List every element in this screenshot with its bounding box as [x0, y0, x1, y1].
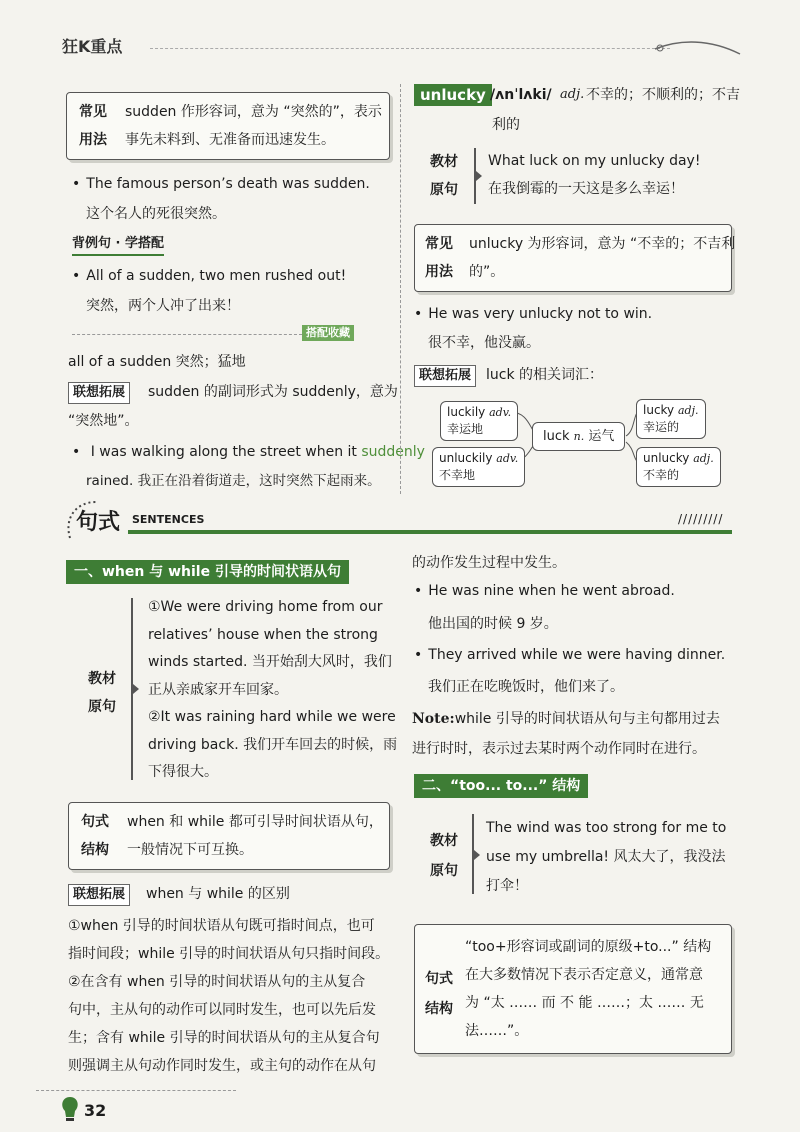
source-line: The wind was too strong for me to — [486, 820, 727, 836]
paragraph-line: 则强调主从句动作同时发生，或主句的动作在从句 — [68, 1058, 376, 1074]
collect-divider — [72, 334, 302, 335]
example-sentence: • He was nine when he went abroad. — [414, 580, 675, 602]
usage-text-2: 的”。 — [469, 264, 505, 280]
structure-label-2: 结构 — [81, 842, 109, 858]
structure-text-1: when 和 while 都可引导时间状语从句， — [127, 814, 383, 830]
usage-box-unlucky — [414, 224, 736, 292]
source-label: 教材 — [430, 154, 458, 170]
subsection-heading: 一、when 与 while 引导的时间状语从句 — [66, 560, 349, 584]
structure-label-2: 结构 — [425, 1001, 453, 1017]
source-text — [148, 594, 397, 787]
structure-line: 法……”。 — [465, 1023, 529, 1039]
highlight-word: suddenly — [361, 444, 425, 460]
mindmap-node-luckily — [440, 401, 518, 441]
structure-text-2: 一般情况下可互换。 — [127, 842, 253, 858]
extend-tag: 联想拓展 — [68, 382, 130, 404]
paragraph-line: ②在含有 when 引导的时间状语从句的主从复合 — [68, 974, 366, 990]
source-line: 打伞！ — [486, 878, 528, 894]
header-logo: 狂K重点 — [62, 37, 123, 56]
mindmap-node-center — [532, 422, 625, 451]
node-word: luckily — [447, 405, 486, 419]
node-cn: 幸运的 — [643, 420, 680, 434]
note-text: while 引导的时间状语从句与主句都用过去 — [454, 711, 720, 727]
source-sentence: What luck on my unlucky day! — [488, 153, 701, 169]
source-line: driving back. 我们开车回去的时候，雨 — [148, 736, 398, 753]
node-cn: 幸运地 — [447, 422, 484, 436]
section-rule — [128, 530, 732, 534]
source-label: 教材 — [88, 671, 116, 687]
usage-label-2: 用法 — [79, 132, 107, 148]
example-translation: 他出国的时候 9 岁。 — [428, 616, 558, 632]
example-sentence: • He was very unlucky not to win. — [414, 303, 652, 325]
word-meaning: 不幸的；不顺利的；不吉 — [586, 87, 740, 103]
subsection-heading: 二、“too... to...” 结构 — [414, 774, 588, 798]
usage-box-sudden — [66, 92, 390, 160]
paragraph-line: 指时间段；while 引导的时间状语从句只指时间段。 — [68, 946, 390, 962]
header-swirl-icon — [650, 34, 745, 64]
example-translation: 突然，两个人冲了出来！ — [86, 298, 240, 314]
extend-text: “突然地”。 — [68, 413, 139, 429]
extend-text: luck 的相关词汇： — [486, 367, 604, 383]
lightbulb-icon — [58, 1094, 82, 1124]
note-line — [412, 708, 720, 730]
example-sentence: • The famous person’s death was sudden. — [72, 173, 370, 195]
node-word: unlucky — [643, 451, 690, 465]
extend-tag: 联想拓展 — [68, 884, 130, 906]
extend-text: sudden 的副词形式为 suddenly，意为 — [148, 384, 398, 400]
source-line: ①We were driving home from our — [148, 599, 383, 615]
source-label: 原句 — [430, 863, 458, 879]
node-pos: adv. — [496, 452, 519, 465]
usage-label-1: 常见 — [425, 236, 453, 252]
usage-text-1: sudden 作形容词，意为 “突然的”，表示 — [125, 104, 382, 120]
structure-box — [414, 924, 732, 1054]
paragraph-line: 句中，主从句的动作可以同时发生，也可以先后发 — [68, 1002, 376, 1018]
source-arrow-icon — [476, 171, 482, 181]
node-pos: adj. — [693, 452, 714, 465]
collect-tag: 搭配收藏 — [302, 325, 354, 341]
source-line: ②It was raining hard while we were — [148, 709, 396, 725]
source-line: relatives’ house when the strong — [148, 626, 378, 643]
node-word: unluckily — [439, 451, 493, 465]
word-headword: unlucky — [414, 84, 492, 106]
note-line: 进行时时，表示过去某时两个动作同时在进行。 — [412, 741, 706, 757]
section-title: 句式 — [76, 510, 121, 535]
structure-label-1: 句式 — [425, 971, 453, 987]
source-line: winds started. 当开始刮大风时，我们 — [148, 654, 392, 670]
source-translation: 在我倒霉的一天这是多么幸运！ — [488, 181, 684, 197]
node-pos: n. — [573, 430, 585, 443]
node-word: luck — [543, 429, 570, 444]
structure-line: “too+形容词或副词的原级+to...” 结构 — [465, 939, 712, 955]
source-label: 原句 — [430, 182, 458, 198]
node-cn: 不幸地 — [439, 468, 476, 482]
source-line: use my umbrella! 风太大了，我没法 — [486, 849, 726, 865]
mindmap-node-unluckily — [432, 447, 525, 487]
source-text — [486, 814, 726, 901]
example-sentence-cont: rained. 我正在沿着街道走，这时突然下起雨来。 — [86, 473, 381, 489]
source-arrow-icon — [474, 850, 480, 860]
structure-label-1: 句式 — [81, 814, 109, 830]
section-title-en: SENTENCES — [132, 513, 205, 526]
extend-title: when 与 while 的区别 — [146, 886, 290, 902]
usage-label-2: 用法 — [425, 264, 453, 280]
source-line: 下得很大。 — [148, 764, 218, 780]
structure-text — [465, 933, 711, 1045]
page-number: 32 — [84, 1101, 107, 1120]
example-sentence: • All of a sudden, two men rushed out! — [72, 265, 346, 287]
section-slashes: ///////// — [678, 512, 724, 526]
phrase-entry: all of a sudden 突然；猛地 — [68, 354, 246, 370]
usage-text-2: 事先未料到、无准备而迅速发生。 — [125, 132, 335, 148]
example-translation: 这个名人的死很突然。 — [86, 206, 226, 222]
column-divider — [400, 84, 402, 494]
word-meaning: 利的 — [492, 117, 520, 133]
paragraph-continuation: 的动作发生过程中发生。 — [412, 555, 566, 571]
difference-paragraph — [68, 912, 389, 1080]
usage-text-1: unlucky 为形容词，意为 “不幸的；不吉利 — [469, 236, 736, 252]
source-arrow-icon — [133, 684, 139, 694]
node-pos: adj. — [678, 404, 699, 417]
collocation-tag: 背例句 · 学搭配 — [72, 234, 164, 256]
source-label: 原句 — [88, 699, 116, 715]
example-text: I was walking along the street when it — [90, 444, 362, 460]
example-sentence — [72, 441, 425, 463]
word-pos: adj. — [560, 87, 585, 102]
structure-box — [68, 802, 390, 870]
structure-line: 在大多数情况下表示否定意义，通常意 — [465, 967, 703, 983]
paragraph-line: ①when 引导的时间状语从句既可指时间点，也可 — [68, 918, 375, 934]
node-pos: adv. — [489, 406, 512, 419]
extend-tag: 联想拓展 — [414, 365, 476, 387]
mindmap-node-unlucky — [636, 447, 721, 487]
example-translation: 我们正在吃晚饭时，他们来了。 — [428, 679, 624, 695]
source-line: 正从亲戚家开车回家。 — [148, 681, 288, 698]
node-cn: 不幸的 — [643, 468, 680, 482]
example-sentence: • They arrived while we were having dinner. — [414, 644, 725, 666]
mindmap-node-lucky — [636, 399, 706, 439]
example-translation: 很不幸，他没赢。 — [428, 335, 540, 351]
structure-line: 为 “太 …… 而 不 能 ……；太 …… 无 — [465, 995, 704, 1011]
node-cn: 运气 — [588, 429, 615, 444]
note-label: Note: — [412, 711, 455, 727]
usage-label-1: 常见 — [79, 104, 107, 120]
node-word: lucky — [643, 403, 675, 417]
footer-rule — [36, 1090, 236, 1091]
word-phonetic: /ʌnˈlʌki/ — [490, 87, 552, 103]
paragraph-line: 生；含有 while 引导的时间状语从句的主从复合句 — [68, 1030, 380, 1046]
source-label: 教材 — [430, 833, 458, 849]
header-rule — [150, 48, 670, 49]
